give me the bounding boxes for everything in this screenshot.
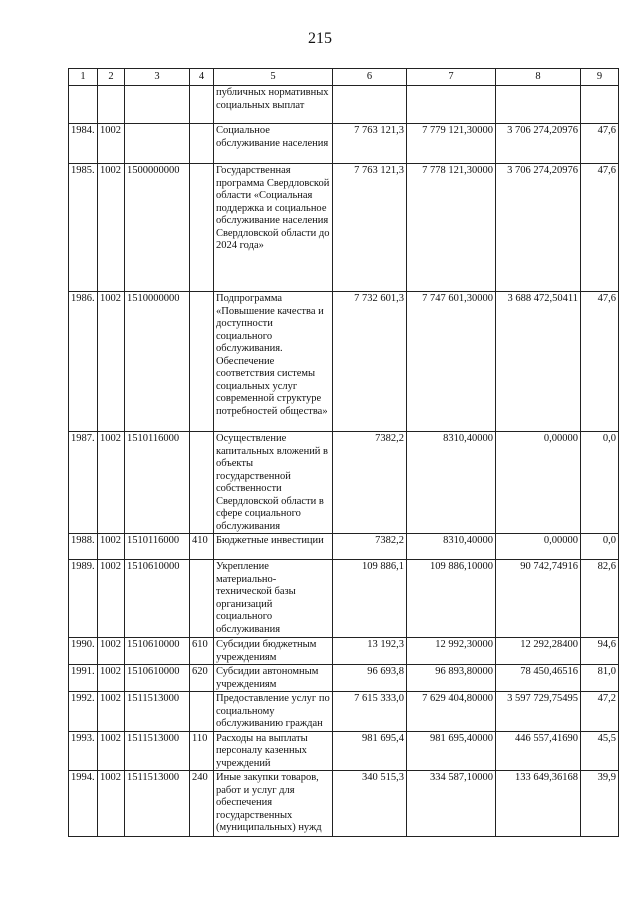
executed-amount: 90 742,74916 [496, 560, 581, 638]
item-name: Социальное обслуживание населения [214, 124, 333, 164]
col-header: 2 [98, 69, 125, 86]
refined-amount: 109 886,10000 [407, 560, 496, 638]
section-code: 1002 [98, 124, 125, 164]
execution-percent: 47,6 [581, 124, 619, 164]
execution-percent: 39,9 [581, 771, 619, 837]
executed-amount [496, 86, 581, 124]
expense-type [190, 292, 214, 432]
section-code [98, 86, 125, 124]
refined-amount: 96 893,80000 [407, 665, 496, 692]
executed-amount: 3 706 274,20976 [496, 124, 581, 164]
target-code: 1511513000 [125, 692, 190, 732]
approved-amount: 7 732 601,3 [333, 292, 407, 432]
approved-amount: 96 693,8 [333, 665, 407, 692]
table-row [69, 292, 619, 432]
target-code: 1510610000 [125, 665, 190, 692]
approved-amount: 7382,2 [333, 534, 407, 560]
refined-amount: 8310,40000 [407, 534, 496, 560]
col-header: 1 [69, 69, 98, 86]
item-name: Подпрограмма «Повышение качества и доступности социального обслуживания. Обеспечение соответствия системы социальных услуг современной структуре потребностей общества» [214, 292, 333, 432]
section-code: 1002 [98, 164, 125, 292]
section-code: 1002 [98, 692, 125, 732]
table-row [69, 771, 619, 837]
executed-amount: 446 557,41690 [496, 731, 581, 771]
execution-percent: 0,0 [581, 534, 619, 560]
section-code: 1002 [98, 771, 125, 837]
expense-type [190, 164, 214, 292]
target-code: 1510610000 [125, 560, 190, 638]
item-name: Государственная программа Свердловской области «Социальная поддержка и социальное обслуживание населения Свердловской области до 2024 года» [214, 164, 333, 292]
expense-type: 410 [190, 534, 214, 560]
refined-amount: 7 747 601,30000 [407, 292, 496, 432]
approved-amount: 109 886,1 [333, 560, 407, 638]
expense-type [190, 432, 214, 534]
table-row [69, 692, 619, 732]
row-number: 1986. [69, 292, 98, 432]
section-code: 1002 [98, 292, 125, 432]
execution-percent: 47,6 [581, 292, 619, 432]
row-number: 1991. [69, 665, 98, 692]
expense-type: 620 [190, 665, 214, 692]
target-code [125, 86, 190, 124]
row-number: 1985. [69, 164, 98, 292]
row-number: 1984. [69, 124, 98, 164]
item-name: Иные закупки товаров, работ и услуг для обеспечения государственных (муниципальных) нужд [214, 771, 333, 837]
target-code: 1511513000 [125, 731, 190, 771]
item-name: Укрепление материально-технической базы организаций социального обслуживания [214, 560, 333, 638]
section-code: 1002 [98, 665, 125, 692]
col-header: 5 [214, 69, 333, 86]
executed-amount: 78 450,46516 [496, 665, 581, 692]
target-code: 1510116000 [125, 432, 190, 534]
execution-percent: 94,6 [581, 638, 619, 665]
executed-amount: 0,00000 [496, 432, 581, 534]
execution-percent: 47,2 [581, 692, 619, 732]
table-row [69, 164, 619, 292]
executed-amount: 0,00000 [496, 534, 581, 560]
expense-type [190, 86, 214, 124]
row-number: 1987. [69, 432, 98, 534]
execution-percent: 47,6 [581, 164, 619, 292]
executed-amount: 3 706 274,20976 [496, 164, 581, 292]
page-number: 215 [308, 30, 332, 47]
item-name: Предоставление услуг по социальному обслуживанию граждан [214, 692, 333, 732]
row-number: 1994. [69, 771, 98, 837]
approved-amount: 981 695,4 [333, 731, 407, 771]
table-row [69, 638, 619, 665]
target-code: 1500000000 [125, 164, 190, 292]
expense-type: 110 [190, 731, 214, 771]
col-header: 9 [581, 69, 619, 86]
executed-amount: 3 597 729,75495 [496, 692, 581, 732]
execution-percent: 0,0 [581, 432, 619, 534]
col-header: 8 [496, 69, 581, 86]
col-header: 3 [125, 69, 190, 86]
section-code: 1002 [98, 432, 125, 534]
refined-amount: 7 779 121,30000 [407, 124, 496, 164]
execution-percent: 45,5 [581, 731, 619, 771]
table-row [69, 432, 619, 534]
table-row [69, 560, 619, 638]
table-row [69, 665, 619, 692]
section-code: 1002 [98, 534, 125, 560]
target-code: 1511513000 [125, 771, 190, 837]
approved-amount [333, 86, 407, 124]
expense-type: 240 [190, 771, 214, 837]
row-number: 1990. [69, 638, 98, 665]
table-row [69, 534, 619, 560]
section-code: 1002 [98, 560, 125, 638]
expense-type [190, 692, 214, 732]
expense-type [190, 124, 214, 164]
approved-amount: 7 763 121,3 [333, 164, 407, 292]
header-row [69, 69, 619, 86]
target-code: 1510610000 [125, 638, 190, 665]
execution-percent: 81,0 [581, 665, 619, 692]
row-number: 1992. [69, 692, 98, 732]
col-header: 4 [190, 69, 214, 86]
executed-amount: 3 688 472,50411 [496, 292, 581, 432]
target-code [125, 124, 190, 164]
expense-type: 610 [190, 638, 214, 665]
refined-amount: 7 778 121,30000 [407, 164, 496, 292]
row-number: 1993. [69, 731, 98, 771]
item-name: Субсидии автономным учреждениям [214, 665, 333, 692]
approved-amount: 13 192,3 [333, 638, 407, 665]
item-name: Бюджетные инвестиции [214, 534, 333, 560]
refined-amount: 8310,40000 [407, 432, 496, 534]
approved-amount: 7 615 333,0 [333, 692, 407, 732]
item-name: Субсидии бюджетным учреждениям [214, 638, 333, 665]
row-number [69, 86, 98, 124]
item-name: публичных нормативных социальных выплат [214, 86, 333, 124]
col-header: 7 [407, 69, 496, 86]
executed-amount: 133 649,36168 [496, 771, 581, 837]
section-code: 1002 [98, 731, 125, 771]
section-code: 1002 [98, 638, 125, 665]
item-name: Расходы на выплаты персоналу казенных учреждений [214, 731, 333, 771]
row-number: 1988. [69, 534, 98, 560]
approved-amount: 340 515,3 [333, 771, 407, 837]
execution-percent [581, 86, 619, 124]
refined-amount: 334 587,10000 [407, 771, 496, 837]
executed-amount: 12 292,28400 [496, 638, 581, 665]
refined-amount [407, 86, 496, 124]
target-code: 1510116000 [125, 534, 190, 560]
refined-amount: 12 992,30000 [407, 638, 496, 665]
approved-amount: 7 763 121,3 [333, 124, 407, 164]
approved-amount: 7382,2 [333, 432, 407, 534]
table-row [69, 86, 619, 124]
item-name: Осуществление капитальных вложений в объекты государственной собственности Свердловской области в сфере социального обслуживания [214, 432, 333, 534]
target-code: 1510000000 [125, 292, 190, 432]
budget-table [68, 68, 619, 837]
col-header: 6 [333, 69, 407, 86]
refined-amount: 7 629 404,80000 [407, 692, 496, 732]
expense-type [190, 560, 214, 638]
table-row [69, 124, 619, 164]
refined-amount: 981 695,40000 [407, 731, 496, 771]
row-number: 1989. [69, 560, 98, 638]
table-row [69, 731, 619, 771]
execution-percent: 82,6 [581, 560, 619, 638]
